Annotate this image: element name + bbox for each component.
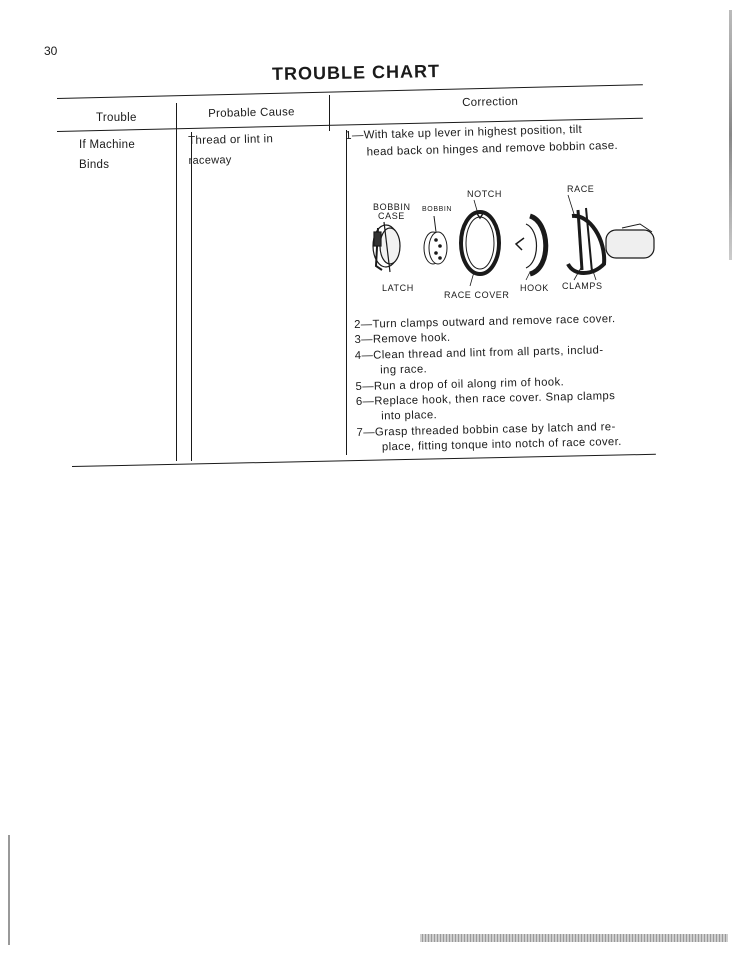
hook-drawing — [516, 216, 546, 280]
cause-line: raceway — [188, 154, 232, 167]
label-hook: HOOK — [520, 283, 549, 293]
page-title: TROUBLE CHART — [271, 61, 441, 84]
bobbin-case-drawing — [373, 222, 400, 272]
cause-cell — [188, 131, 274, 170]
label-bobbin-case-2: CASE — [378, 211, 405, 221]
trouble-line: Binds — [79, 159, 110, 171]
column-divider-4 — [346, 130, 347, 455]
header-probable-cause: Probable Cause — [208, 106, 295, 120]
label-clamps: CLAMPS — [562, 281, 603, 291]
step-line: 5—Run a drop of oil along rim of hook. — [355, 375, 565, 393]
label-race: RACE — [567, 184, 595, 194]
step-line: 4—Clean thread and lint from all parts, includ- — [354, 344, 604, 362]
header-correction: Correction — [462, 95, 519, 109]
step-line: 3—Remove hook. — [354, 332, 451, 347]
hook-assembly-figure — [360, 180, 660, 310]
race-cover-drawing — [461, 200, 499, 286]
column-divider-1 — [176, 103, 177, 461]
correction-intro — [345, 121, 618, 162]
column-divider-3 — [329, 95, 330, 131]
scan-edge-bottom — [420, 934, 728, 942]
step-line: head back on hinges and remove bobbin case. — [366, 139, 619, 159]
column-divider-2 — [191, 132, 192, 461]
step-line: ing race. — [380, 363, 428, 377]
label-bobbin-case-1: BOBBIN — [373, 202, 411, 212]
scan-edge-right — [729, 10, 732, 260]
step-line: 7—Grasp threaded bobbin case by latch and re- — [356, 420, 616, 439]
trouble-line: If Machine — [79, 139, 136, 151]
step-line: 2—Turn clamps outward and remove race cover. — [354, 313, 616, 331]
label-bobbin: BOBBIN — [422, 206, 453, 213]
correction-steps — [354, 311, 657, 456]
scan-edge-left — [8, 835, 10, 945]
trouble-cell — [79, 137, 135, 174]
step-line: into place. — [381, 409, 438, 423]
cause-line: Thread or lint in — [188, 133, 274, 147]
label-notch: NOTCH — [467, 189, 502, 199]
label-race-cover: RACE COVER — [444, 290, 510, 300]
page-number: 30 — [44, 44, 58, 58]
step-line: place, fitting tonque into notch of race cover. — [381, 436, 622, 454]
label-latch: LATCH — [382, 283, 414, 293]
step-line: 1—With take up lever in highest position, tilt — [345, 123, 583, 142]
race-drawing — [568, 195, 654, 280]
step-line: 6—Replace hook, then race cover. Snap clamps — [355, 390, 616, 409]
header-trouble: Trouble — [96, 112, 137, 124]
bobbin-drawing — [424, 216, 447, 264]
table-top-rule — [57, 84, 643, 99]
